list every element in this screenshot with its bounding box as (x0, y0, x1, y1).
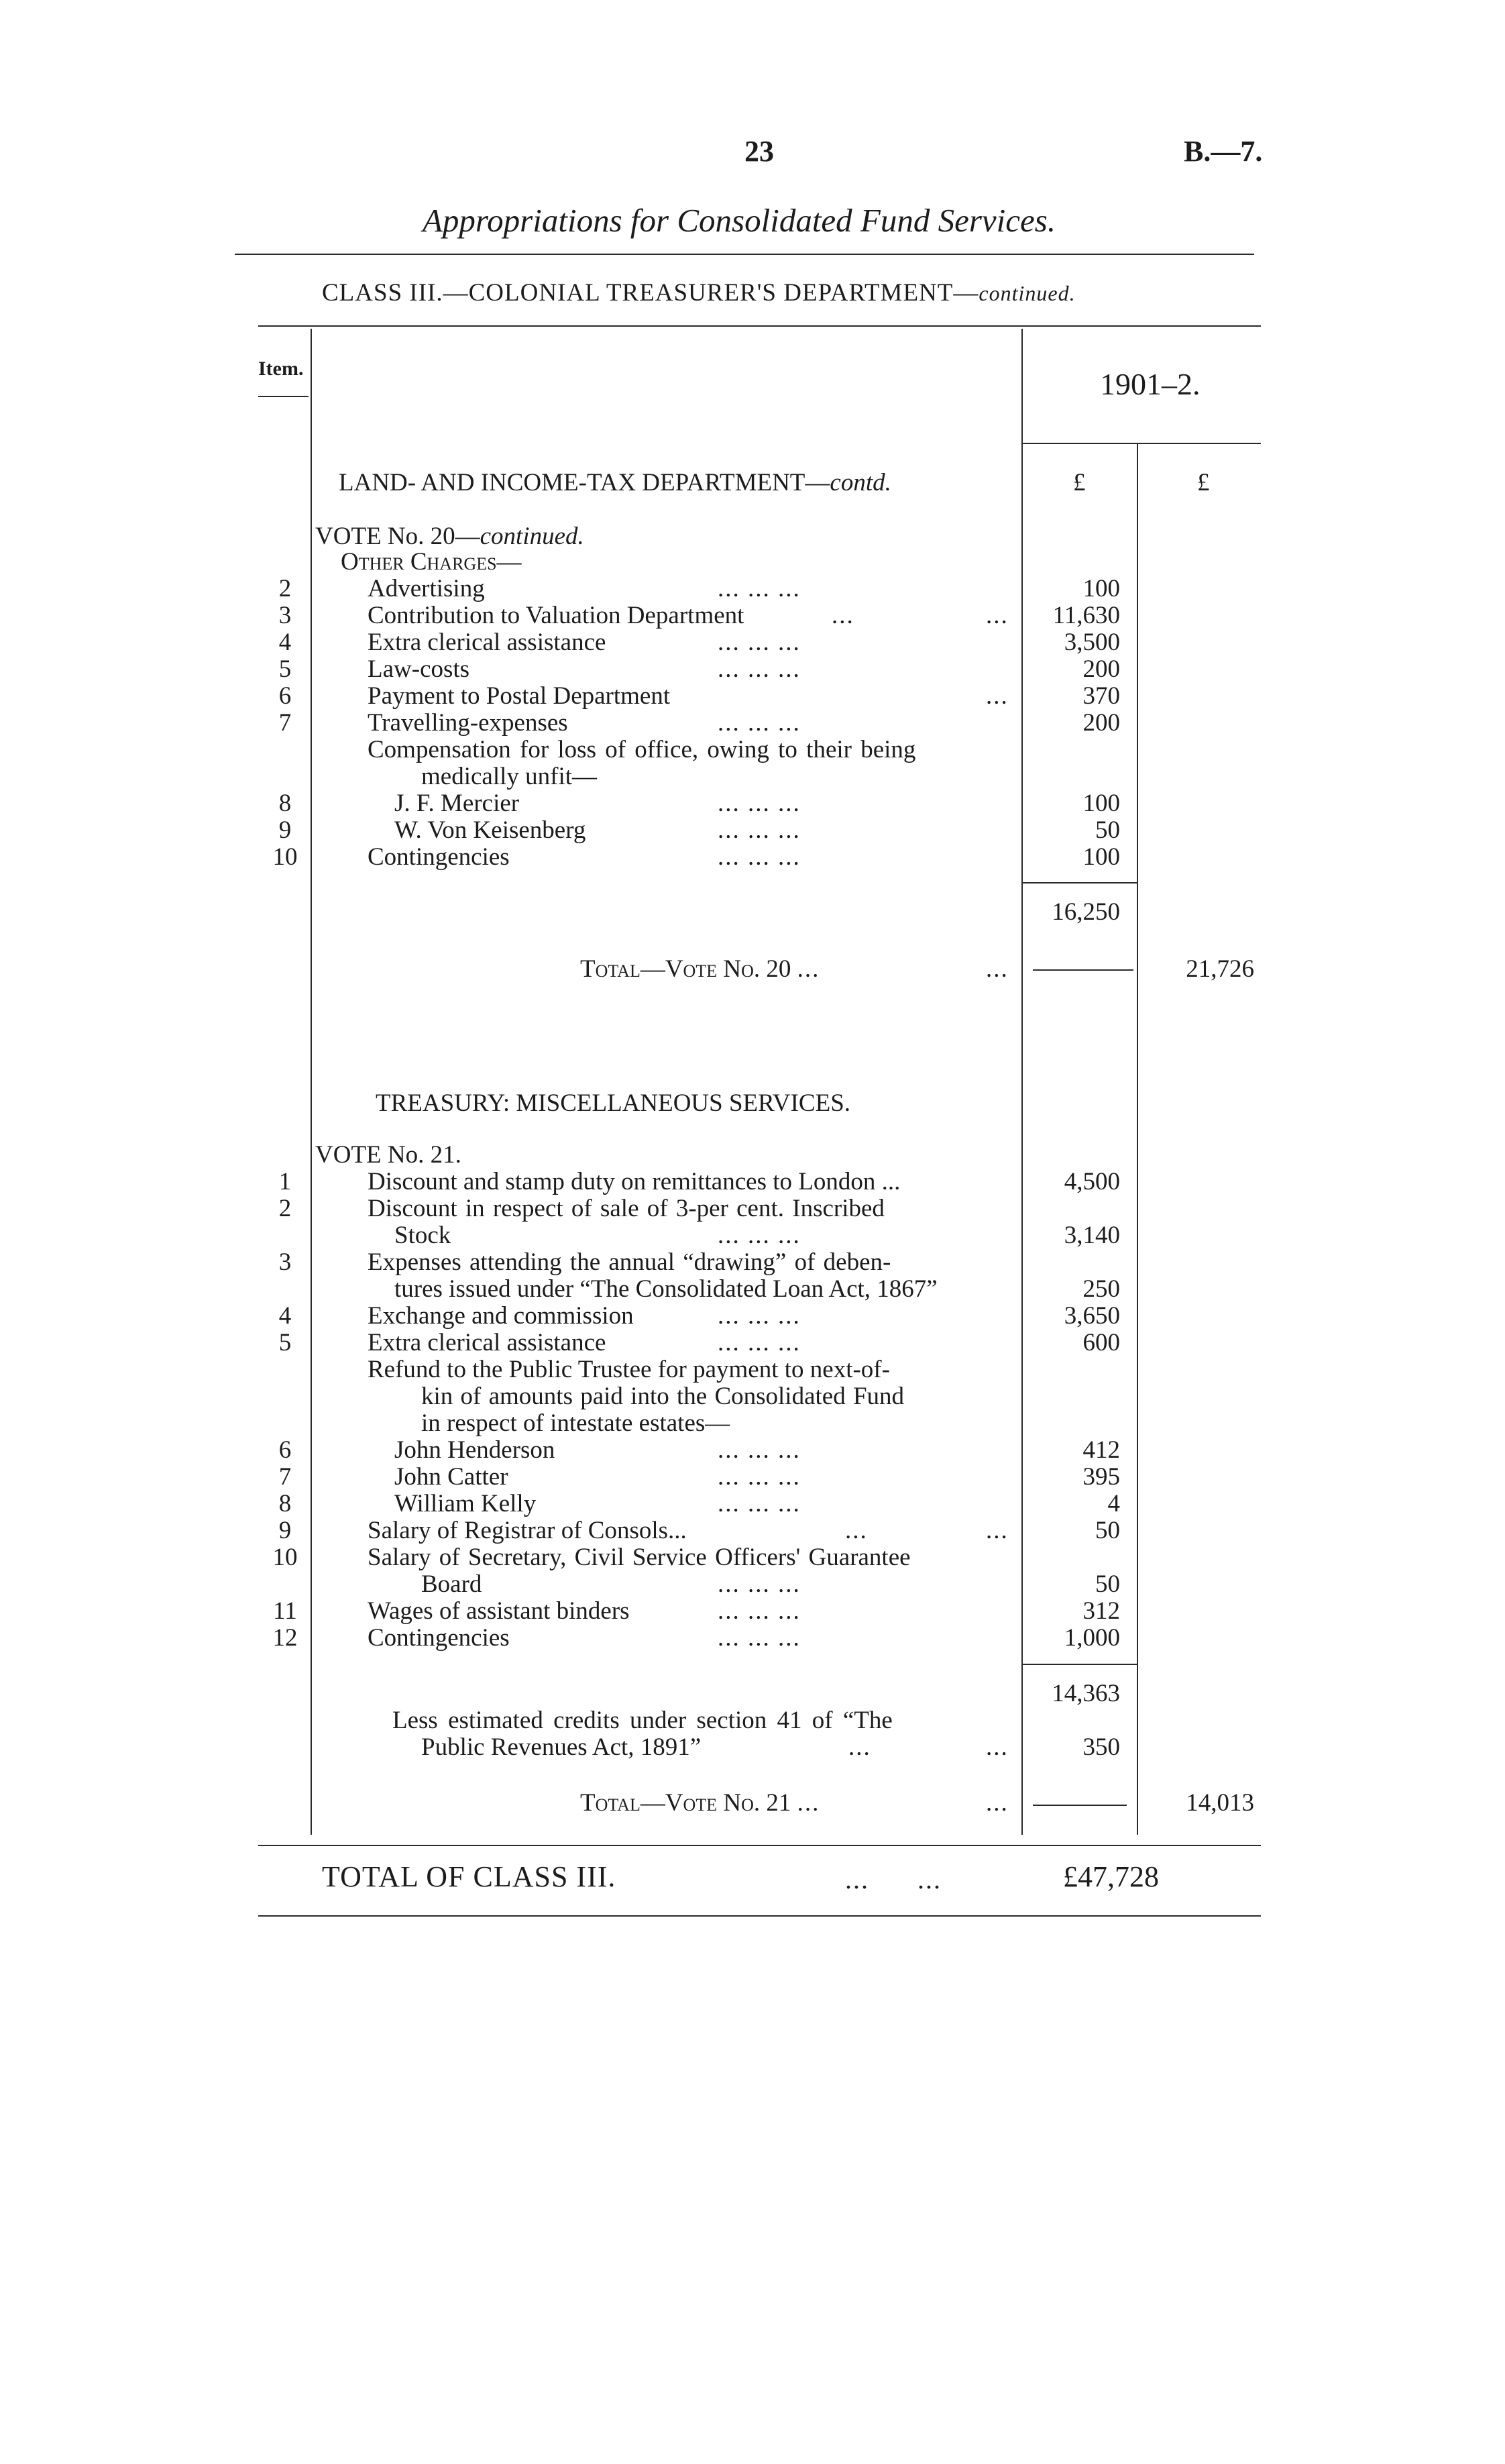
item-amount: 3,140 (1064, 1222, 1120, 1249)
item-amount: 50 (1095, 816, 1120, 844)
item-label: Discount and stamp duty on remittances to London ... (368, 1168, 901, 1195)
item-label-cont: tures issued under “The Consolidated Loan Act, 1867” (394, 1275, 938, 1303)
other-charges-subheading: Other Charges— (341, 548, 522, 576)
document-reference: B.—7. (1184, 135, 1263, 168)
compensation-line-2: medically unfit— (421, 763, 598, 790)
vote20-text: VOTE No. 20— (315, 523, 480, 550)
item-amount: 395 (1082, 1463, 1120, 1491)
vote21-total: 14,013 (1186, 1789, 1254, 1817)
item-number: 4 (278, 1302, 292, 1330)
item-number: 4 (278, 629, 292, 656)
leader-dots: ... ... ... (718, 1463, 801, 1491)
year-header-rule (1023, 443, 1261, 444)
leader-dots: ... ... ... (718, 1597, 801, 1625)
title-rule (235, 254, 1254, 255)
leader-dots: ... (797, 955, 820, 983)
item-label: Contingencies (368, 1624, 510, 1652)
item-number: 6 (278, 1436, 292, 1464)
item-column-header: Item. (258, 358, 304, 380)
item-number: 10 (272, 1544, 298, 1571)
dept1-heading (339, 470, 891, 496)
item-label: Extra clerical assistance (368, 629, 606, 656)
leader-dots: ... ... ... (718, 1329, 801, 1356)
item-number: 8 (278, 1490, 292, 1517)
item-label: Advertising (368, 575, 485, 602)
vote20-heading (315, 523, 584, 550)
table-top-rule (258, 325, 1261, 327)
item-label: John Catter (394, 1463, 508, 1491)
item-amount: 3,650 (1064, 1302, 1120, 1330)
item-amount: 3,500 (1064, 629, 1120, 656)
item-number: 7 (278, 1463, 292, 1491)
class-heading (322, 278, 1076, 307)
leader-dots: ... ... ... (718, 655, 801, 683)
leader-dots: ... ... (845, 1864, 942, 1894)
leader-dots: ... ... ... (718, 790, 801, 817)
leader-dots: ... ... ... (718, 816, 801, 844)
dept2-heading: TREASURY: MISCELLANEOUS SERVICES. (376, 1089, 851, 1117)
vote21-subtotal: 14,363 (1052, 1680, 1120, 1707)
leader-dots: ... (986, 1517, 1009, 1544)
item-amount: 50 (1095, 1570, 1120, 1598)
item-number: 9 (278, 816, 292, 844)
item-number: 12 (272, 1624, 298, 1652)
item-label: William Kelly (394, 1490, 537, 1517)
less-credits-amount: 350 (1082, 1733, 1120, 1761)
less-credits-line-2: Public Revenues Act, 1891” (421, 1733, 702, 1761)
item-label: Contingencies (368, 843, 510, 871)
item-number: 3 (278, 1248, 292, 1276)
refund-line-3: in respect of intestate estates— (421, 1409, 730, 1437)
grand-total-top-rule (258, 1845, 1261, 1846)
total-column-rule (1137, 443, 1138, 1835)
leader-dots: ... ... ... (718, 843, 801, 871)
page-number: 23 (744, 135, 774, 168)
item-amount: 11,630 (1052, 602, 1120, 629)
item-number: 11 (273, 1597, 297, 1625)
item-amount: 600 (1082, 1329, 1120, 1356)
item-number: 5 (278, 655, 292, 683)
leader-dots: ... (986, 602, 1009, 629)
class-heading-contd: continued. (979, 281, 1076, 305)
item-number: 1 (278, 1168, 292, 1195)
item-number: 10 (272, 843, 298, 871)
item-label: Extra clerical assistance (368, 1329, 606, 1356)
item-number: 7 (278, 709, 292, 737)
year-column-header: 1901–2. (1100, 367, 1201, 401)
leader-dots: ... ... ... (718, 1222, 801, 1249)
item-amount: 200 (1082, 709, 1120, 737)
item-label: J. F. Mercier (394, 790, 520, 817)
subtotal-rule (1023, 882, 1137, 883)
vote20-contd: continued. (480, 523, 584, 550)
leader-dots: ... ... ... (718, 629, 801, 656)
leader-dots: ... ... ... (718, 1436, 801, 1464)
dept1-heading-text: LAND- AND INCOME-TAX DEPARTMENT— (339, 469, 830, 496)
vote20-total-text: Total—Vote No. 20 (580, 955, 791, 983)
item-amount: 4 (1107, 1490, 1120, 1517)
refund-line-2: kin of amounts paid into the Consolidated Fund (421, 1383, 905, 1410)
less-credits-line-1: Less estimated credits under section 41 of “The (392, 1707, 893, 1734)
item-label: John Henderson (394, 1436, 555, 1464)
page-title: Appropriations for Consolidated Fund Services. (423, 202, 1056, 239)
item-label: Contribution to Valuation Department (368, 602, 744, 629)
item-label: Wages of assistant binders (368, 1597, 630, 1625)
item-label: W. Von Keisenberg (394, 816, 586, 844)
vote20-total: 21,726 (1186, 955, 1254, 983)
item-label: Expenses attending the annual “drawing” of deben- (368, 1248, 891, 1276)
item-amount: 100 (1082, 790, 1120, 817)
leader-dots: ... ... ... (718, 1570, 801, 1598)
item-number: 8 (278, 790, 292, 817)
total-dash (1033, 1805, 1127, 1806)
item-amount: 412 (1082, 1436, 1120, 1464)
leader-dots: ... ... ... (718, 1624, 801, 1652)
vote21-total-text: Total—Vote No. 21 (580, 1789, 791, 1817)
leader-dots: ... (986, 1789, 1009, 1817)
amount-column-rule (1021, 329, 1023, 1835)
vote20-subtotal: 16,250 (1052, 898, 1120, 926)
pound-symbol-1: £ (1073, 469, 1086, 496)
grand-total-bottom-rule (258, 1915, 1261, 1917)
item-amount: 50 (1095, 1517, 1120, 1544)
item-amount: 200 (1082, 655, 1120, 683)
item-amount: 312 (1082, 1597, 1120, 1625)
pound-symbol-2: £ (1197, 469, 1210, 496)
item-number: 2 (278, 1195, 292, 1222)
item-label-cont: Board (421, 1570, 482, 1598)
item-label: Payment to Postal Department (368, 682, 671, 710)
leader-dots: ... (848, 1733, 871, 1761)
item-number: 2 (278, 575, 292, 602)
item-amount: 100 (1082, 575, 1120, 602)
leader-dots: ... (832, 602, 854, 629)
item-label: Salary of Secretary, Civil Service Officers' Guarantee (368, 1544, 911, 1571)
item-label-cont: Stock (394, 1222, 451, 1249)
leader-dots: ... ... ... (718, 1302, 801, 1330)
leader-dots: ... ... ... (718, 709, 801, 737)
vote20-total-label (580, 956, 820, 983)
leader-dots: ... (986, 1733, 1009, 1761)
leader-dots: ... (797, 1789, 820, 1817)
item-label: Salary of Registrar of Consols... (368, 1517, 687, 1544)
vote21-heading: VOTE No. 21. (315, 1141, 461, 1169)
leader-dots: ... (986, 955, 1009, 983)
compensation-line-1: Compensation for loss of office, owing to their being (368, 736, 916, 763)
vote21-total-label (580, 1790, 820, 1817)
dept1-heading-contd: contd. (830, 469, 891, 496)
item-label: Exchange and commission (368, 1302, 634, 1330)
item-label: Discount in respect of sale of 3-per cent. Inscribed (368, 1195, 885, 1222)
total-dash (1033, 969, 1133, 971)
leader-dots: ... ... ... (718, 575, 801, 602)
grand-total-amount: £47,728 (1063, 1860, 1159, 1893)
item-header-rule (258, 396, 309, 397)
item-number: 3 (278, 602, 292, 629)
item-amount: 370 (1082, 682, 1120, 710)
class-heading-text: CLASS III.—COLONIAL TREASURER'S DEPARTMENT— (322, 279, 979, 307)
item-amount: 250 (1082, 1275, 1120, 1303)
item-label: Law-costs (368, 655, 470, 683)
item-amount: 4,500 (1064, 1168, 1120, 1195)
item-number: 9 (278, 1517, 292, 1544)
refund-line-1: Refund to the Public Trustee for payment to next-of- (368, 1356, 890, 1383)
item-number: 6 (278, 682, 292, 710)
item-number: 5 (278, 1329, 292, 1356)
leader-dots: ... (845, 1517, 868, 1544)
item-label: Travelling-expenses (368, 709, 568, 737)
item-amount: 100 (1082, 843, 1120, 871)
item-amount: 1,000 (1064, 1624, 1120, 1652)
grand-total-label: TOTAL OF CLASS III. (322, 1860, 616, 1893)
item-column-rule (311, 329, 312, 1835)
leader-dots: ... ... ... (718, 1490, 801, 1517)
leader-dots: ... (986, 682, 1009, 710)
subtotal-rule (1023, 1664, 1137, 1665)
